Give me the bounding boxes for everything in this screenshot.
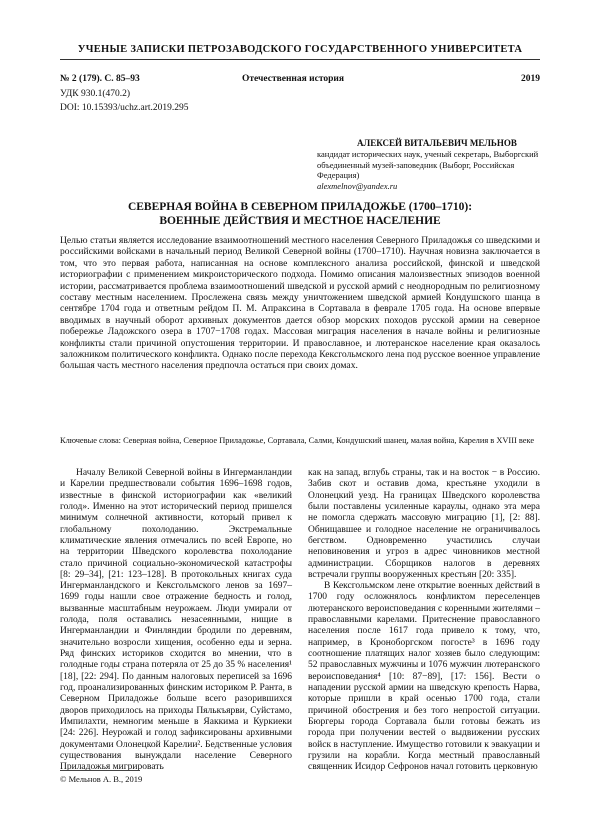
author-block	[317, 138, 540, 191]
article-title	[90, 200, 510, 228]
body-paragraph: Началу Великой Северной войны в Ингерманландии и Карелии предшествовали события 1696–1698 годов, известные в финской историографии как «великий голод». Именно на этот исторический период пришелся минимум солнечной активности, который привел к глобальному похолоданию. Экстремальные климатические явления отмечались по всей Европе, но на территории Шведского королевства похолодание стало причиной социально-экономической катастрофы [8: 29–34], [21: 123–128]. В протокольных книгах суда Ингерманландского и Кексгольмского ленов за 1697–1699 годы нашли свое отражение бедность и голод, вызванные масштабным неурожаем. Люди умирали от голода, поля оставались незасеянными, нищие в Ингерманландии и Финляндии бродили по деревням, значительно возросли хищения, особенно еды и зерна. Ряд финских историков сходится во мнении, что в голодные годы страна потеряла от 25 до 35 % населения¹ [18], [22: 294]. По данным налоговых переписей за 1696 год, проанализированных финским историком Р. Ранта, в Северном Приладожье больше всего разорившихся дворов приходилось на приходы Пялькъярви, Суйстамо, Импилахти, немногим меньше в Яаккима и Куркиеки [24: 226]. Неурожай и голод зафиксированы архивными документами Олонецкой Карелии². Бедственные условия существования вынуждали население Северного Приладожья мигрировать	[60, 468, 292, 773]
abstract: Целью статьи является исследование взаимоотношений местного населения Северного Приладожья со шведскими и российскими войсками в начальный период Великой Северной войны (1700–1710). Научная новизна заключается в том, что это первая работа, написанная на основе комплексного анализа российской, финской и шведской историографии с применением микроисторического подхода. Помимо описания малоизвестных эпизодов военной истории, рассматривается проблема взаимоотношений шведской и русской армий с неоднородным по религиозному составу местным населением. Прослежена связь между уничтожением шведской армией Кондушского шанца в сентябре 1704 года и ответным рейдом П. М. Апраксина в Сортавала в феврале 1705 года. На основе впервые вводимых в научный оборот архивных документов дается обзор морских походов русской армии на северное побережье Ладожского озера в 1707−1708 годах. Массовая миграция населения в начале войны и религиозные конфликты стали причиной опустошения территории. И православное, и лютеранское население края оказалось заложником политического конфликта. Однако после перехода Кексгольмского лена под русское военное управление большая часть местного населения предпочла остаться при своих домах.	[60, 235, 540, 372]
body-column-left	[60, 468, 292, 773]
body-column-right	[308, 468, 540, 773]
udk-code: УДК 930.1(470.2)	[60, 89, 131, 99]
article-title-line-2: ВОЕННЫЕ ДЕЙСТВИЯ И МЕСТНОЕ НАСЕЛЕНИЕ	[159, 215, 441, 227]
body-paragraph: В Кексгольмском лене открытие военных действий в 1700 году осложнялось конфликтом переселенцев лютеранского вероисповедания с коренными жителями – православными карелами. Притеснение православного населения после 1617 года привело к тому, что, например, в Кроноборгском погосте³ в 1696 году соотношение платящих налог хозяев было следующим: 52 православных мужчины и 1076 мужчин лютеранского вероисповедания⁴ [10: 87−89], [17: 156]. Вести о нападении русской армии на шведскую крепость Нарва, которые пришли в край осенью 1700 года, стали причиной обострения и без того непростой ситуации. Бюргеры города Сортавала были готовы бежать из города при получении вестей о выдвижении русских войск в наступление. Имущество готовили к эвакуации и грузили на корабли. Когда местный православный священник Исидор Сефронов начал готовить церковную	[308, 581, 540, 773]
section-name: Отечественная история	[242, 74, 345, 84]
body-paragraph-continued: как на запад, вглубь страны, так и на восток − в Россию. Забив скот и оставив дома, крестьяне уходили в Олонецкий уезд. На границах Шведского королевства были поставлены усиленные караулы, однако эта мера не помогла сдержать массовую миграцию [1], [2: 88]. Обнищавшее и голодное население не ограничивалось бегством. Одновременно участились случаи неповиновения и угроз в адрес чиновников местной администрации. Сборщиков налогов в деревнях встречали группы вооруженных крестьян [20: 335].	[308, 468, 540, 580]
author-email[interactable]: alexmelnov@yandex.ru	[317, 180, 398, 191]
keywords-text: Северная война, Северное Приладожье, Сортавала, Салми, Кондушский шанец, малая война, Карелия в XVIII веке	[121, 436, 535, 445]
copyright-notice: © Мельнов А. В., 2019	[60, 774, 143, 784]
keywords-label: Ключевые слова:	[60, 436, 121, 445]
header-divider	[60, 59, 540, 60]
author-affiliation: кандидат исторических наук, ученый секретарь, Выборгский объединенный музей-заповедник (Выборг, Российская Федерация)	[317, 149, 539, 181]
author-name: АЛЕКСЕЙ ВИТАЛЬЕВИЧ МЕЛЬНОВ	[357, 138, 517, 148]
footnote-divider	[60, 770, 140, 771]
doi-link[interactable]: DOI: 10.15393/uchz.art.2019.295	[60, 103, 189, 113]
issue-number: № 2 (179). С. 85–93	[60, 74, 140, 84]
journal-title: УЧЕНЫЕ ЗАПИСКИ ПЕТРОЗАВОДСКОГО ГОСУДАРСТВЕННОГО УНИВЕРСИТЕТА	[77, 44, 523, 55]
issue-year: 2019	[521, 74, 540, 84]
article-title-line-1: СЕВЕРНАЯ ВОЙНА В СЕВЕРНОМ ПРИЛАДОЖЬЕ (1700–1710):	[127, 201, 473, 213]
issue-line	[60, 74, 540, 86]
keywords	[60, 436, 540, 446]
